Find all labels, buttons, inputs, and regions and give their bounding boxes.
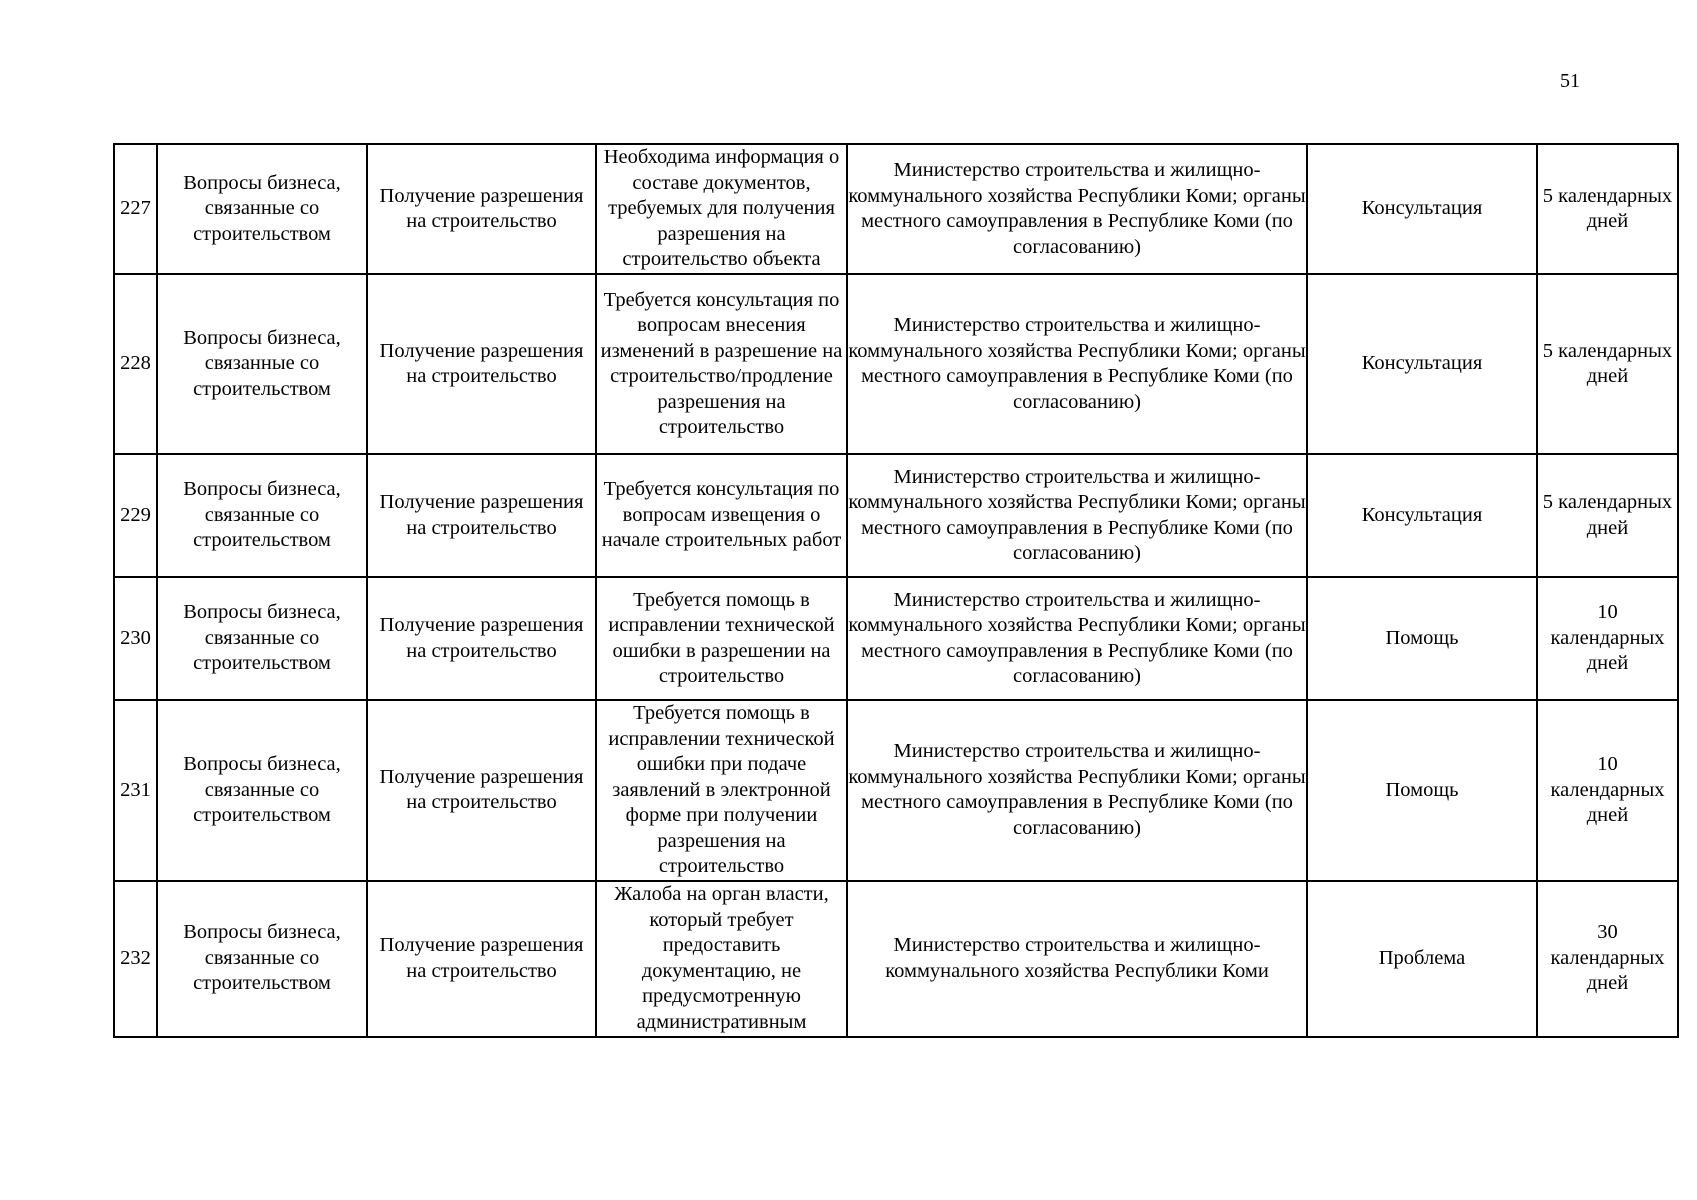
table-row bbox=[114, 881, 1678, 1037]
row-number-cell: 231 bbox=[114, 700, 157, 881]
subtopic-cell: Получение разрешения на строительство bbox=[367, 577, 596, 700]
authority-cell: Министерство строительства и жилищно-коммунального хозяйства Республики Коми; органы местного самоуправления в Республике Коми (по согласованию) bbox=[847, 700, 1307, 881]
term-cell: 30 календарных дней bbox=[1537, 881, 1678, 1037]
authority-cell: Министерство строительства и жилищно-коммунального хозяйства Республики Коми bbox=[847, 881, 1307, 1037]
table-row bbox=[114, 454, 1678, 577]
authority-cell: Министерство строительства и жилищно-коммунального хозяйства Республики Коми; органы местного самоуправления в Республике Коми (по согласованию) bbox=[847, 577, 1307, 700]
description-cell: Требуется консультация по вопросам извещения о начале строительных работ bbox=[596, 454, 847, 577]
row-number-cell: 232 bbox=[114, 881, 157, 1037]
topic-cell: Вопросы бизнеса, связанные со строительством bbox=[157, 274, 367, 454]
type-cell: Консультация bbox=[1307, 454, 1537, 577]
topic-cell: Вопросы бизнеса, связанные со строительством bbox=[157, 144, 367, 274]
term-cell: 10 календарных дней bbox=[1537, 577, 1678, 700]
topic-cell: Вопросы бизнеса, связанные со строительством bbox=[157, 577, 367, 700]
table-row bbox=[114, 274, 1678, 454]
row-number-cell: 229 bbox=[114, 454, 157, 577]
type-cell: Консультация bbox=[1307, 274, 1537, 454]
type-cell: Помощь bbox=[1307, 700, 1537, 881]
authority-cell: Министерство строительства и жилищно-коммунального хозяйства Республики Коми; органы местного самоуправления в Республике Коми (по согласованию) bbox=[847, 274, 1307, 454]
description-cell: Требуется консультация по вопросам внесения изменений в разрешение на строительство/продление разрешения на строительство bbox=[596, 274, 847, 454]
table-row bbox=[114, 144, 1678, 274]
term-cell: 10 календарных дней bbox=[1537, 700, 1678, 881]
description-cell: Требуется помощь в исправлении технической ошибки в разрешении на строительство bbox=[596, 577, 847, 700]
term-cell: 5 календарных дней bbox=[1537, 454, 1678, 577]
registry-table bbox=[113, 143, 1679, 1038]
subtopic-cell: Получение разрешения на строительство bbox=[367, 274, 596, 454]
type-cell: Помощь bbox=[1307, 577, 1537, 700]
table-row bbox=[114, 577, 1678, 700]
type-cell: Проблема bbox=[1307, 881, 1537, 1037]
authority-cell: Министерство строительства и жилищно-коммунального хозяйства Республики Коми; органы местного самоуправления в Республике Коми (по согласованию) bbox=[847, 454, 1307, 577]
row-number-cell: 227 bbox=[114, 144, 157, 274]
term-cell: 5 календарных дней bbox=[1537, 274, 1678, 454]
topic-cell: Вопросы бизнеса, связанные со строительством bbox=[157, 881, 367, 1037]
type-cell: Консультация bbox=[1307, 144, 1537, 274]
topic-cell: Вопросы бизнеса, связанные со строительством bbox=[157, 700, 367, 881]
row-number-cell: 228 bbox=[114, 274, 157, 454]
description-cell: Необходима информация о составе документов, требуемых для получения разрешения на строительство объекта bbox=[596, 144, 847, 274]
description-cell: Требуется помощь в исправлении технической ошибки при подаче заявлений в электронной форме при получении разрешения на строительство bbox=[596, 700, 847, 881]
subtopic-cell: Получение разрешения на строительство bbox=[367, 144, 596, 274]
topic-cell: Вопросы бизнеса, связанные со строительством bbox=[157, 454, 367, 577]
authority-cell: Министерство строительства и жилищно-коммунального хозяйства Республики Коми; органы местного самоуправления в Республике Коми (по согласованию) bbox=[847, 144, 1307, 274]
term-cell: 5 календарных дней bbox=[1537, 144, 1678, 274]
subtopic-cell: Получение разрешения на строительство bbox=[367, 454, 596, 577]
subtopic-cell: Получение разрешения на строительство bbox=[367, 881, 596, 1037]
description-cell: Жалоба на орган власти, который требует предоставить документацию, не предусмотренную административным bbox=[596, 881, 847, 1037]
table-row bbox=[114, 700, 1678, 881]
row-number-cell: 230 bbox=[114, 577, 157, 700]
page-number: 51 bbox=[1560, 70, 1580, 92]
subtopic-cell: Получение разрешения на строительство bbox=[367, 700, 596, 881]
